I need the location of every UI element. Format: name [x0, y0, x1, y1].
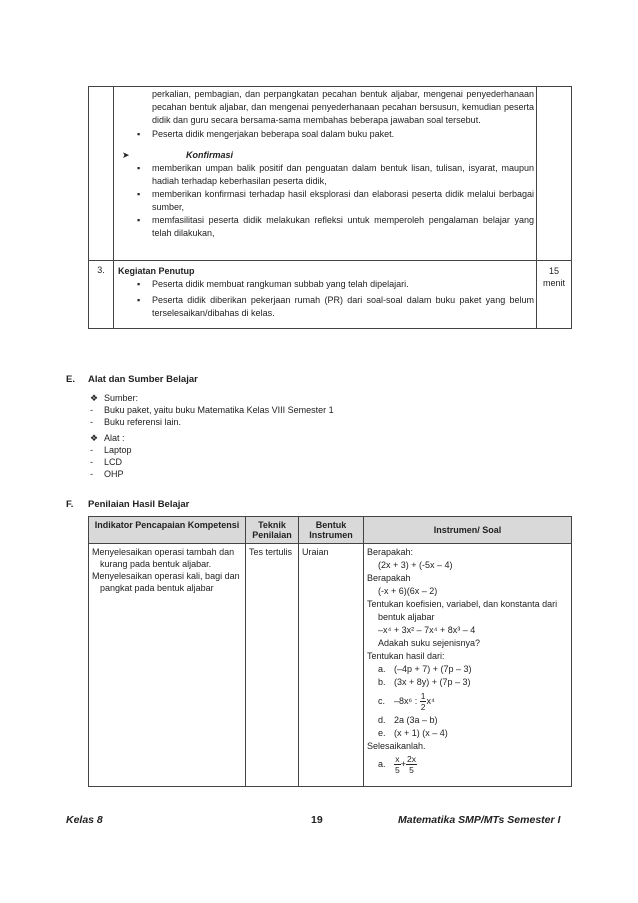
soal-cell [364, 544, 572, 787]
list-item: ▪ memberikan konfirmasi terhadap hasil eksplorasi dan elaborasi peserta didik melalui berbagai sumber, [152, 188, 534, 214]
question-item: a. $\frac{x}{5}$ + $\frac{2x}{5}$ [378, 754, 416, 775]
time-unit: menit [542, 278, 565, 288]
question-expression: (2x + 3) + (-5x – 4) [378, 560, 453, 570]
question-item: b. (3x + 8y) + (7p – 3) [378, 677, 471, 687]
question-expression: –x⁴ + 3x² – 7x⁴ + 8x³ – 4 [378, 625, 476, 635]
time-value: 15 [548, 266, 559, 276]
list-item: Laptop [104, 445, 132, 455]
question-expression: (-x + 6)(6x – 2) [378, 586, 438, 596]
column-header: Bentuk Instrumen [299, 517, 364, 544]
diamond-bullet-icon: ❖ [90, 393, 99, 403]
question-label: Tentukan koefisien, variabel, dan konstanta dari bentuk aljabar [367, 599, 558, 622]
question-label: Berapakah [367, 573, 411, 583]
question-followup: Adakah suku sejenisnya? [378, 638, 481, 648]
activity-cell [114, 261, 537, 329]
section-e-content: ❖ Sumber: - Buku paket, yaitu buku Matematika Kelas VIII Semester 1 - Buku referensi lain. ❖ Alat : - Laptop - LCD - OHP [90, 393, 334, 479]
section-f-heading: F. Penilaian Hasil Belajar [66, 499, 190, 510]
indikator-text: Menyelesaikan operasi kali, bagi dan pangkat pada bentuk aljabar [92, 571, 240, 593]
bentuk-cell [299, 544, 364, 787]
column-header: Indikator Pencapaian Kompetensi [89, 517, 246, 544]
indikator-cell [89, 544, 246, 787]
list-item: LCD [104, 457, 123, 467]
continued-text: perkalian, pembagian, dan perpangkatan pecahan bentuk aljabar, mengenai penyederhanaan pecahan bentuk aljabar, dan mengenai penyederhanaan pecahan bersusun, kemudian peserta didik dan guru secara bersama-sama membahas beberapa jawaban soal tersebut. [152, 89, 534, 125]
fraction: $\frac{x}{5}$ [395, 754, 400, 775]
list-item: ▪ Peserta didik membuat rangkuman subbab yang telah dipelajari. [152, 278, 534, 291]
list-item: ▪ Peserta didik mengerjakan beberapa soal dalam buku paket. [152, 128, 534, 141]
indikator-text: Menyelesaikan operasi tambah dan kurang pada bentuk aljabar. [92, 547, 235, 569]
list-item: Buku referensi lain. [104, 417, 182, 427]
bullet-list [118, 128, 534, 141]
question-item: c. –8x⁶ : $\frac{1}{2}$ x⁴ [378, 691, 435, 712]
sumber-label: Sumber: [104, 393, 139, 403]
list-item: ▪ memberikan umpan balik positif dan penguatan dalam bentuk lisan, tulisan, isyarat, maupun hadiah terhadap keberhasilan peserta didik, [152, 162, 534, 188]
kegiatan-title: Kegiatan Penutup [118, 266, 195, 276]
time-cell [537, 87, 572, 261]
row-number: 3. [89, 261, 114, 329]
table-header-row [89, 517, 572, 544]
bullet-list [118, 278, 534, 320]
time-cell [537, 261, 572, 329]
table-row [89, 87, 572, 261]
konfirmasi-list [118, 162, 534, 240]
alat-label: Alat : [104, 433, 125, 443]
assessment-table [88, 516, 572, 787]
fraction: $\frac{2x}{5}$ [407, 754, 416, 775]
activity-table [88, 86, 572, 329]
teknik-text: Tes tertulis [249, 547, 293, 557]
arrow-bullet-icon: ➤ [122, 150, 130, 160]
section-e-heading: E. Alat dan Sumber Belajar [66, 374, 198, 385]
fraction: $\frac{1}{2}$ [420, 691, 426, 712]
footer-right: Matematika SMP/MTs Semester I [398, 814, 561, 826]
question-label: Selesaikanlah. [367, 741, 426, 751]
footer-left: Kelas 8 [66, 814, 103, 826]
list-item: ▪ Peserta didik diberikan pekerjaan rumah (PR) dari soal-soal dalam buku paket yang belum terselesaikan/dibahas di kelas. [152, 294, 534, 320]
teknik-cell [246, 544, 299, 787]
konfirmasi-heading: ➤ Konfirmasi [122, 150, 234, 160]
column-header: Instrumen/ Soal [364, 517, 572, 544]
question-label: Berapakah: [367, 547, 414, 557]
bentuk-text: Uraian [302, 547, 329, 557]
question-item: e. (x + 1) (x – 4) [378, 728, 448, 738]
list-item: OHP [104, 469, 124, 479]
question-item: a. (–4p + 7) + (7p – 3) [378, 664, 472, 674]
list-item: ▪ memfasilitasi peserta didik melakukan refleksi untuk memperoleh pengalaman belajar yang telah dilakukan, [152, 214, 534, 240]
activity-cell [114, 87, 537, 261]
table-row [89, 544, 572, 787]
column-header: Teknik Penilaian [246, 517, 299, 544]
list-item: Buku paket, yaitu buku Matematika Kelas VIII Semester 1 [104, 405, 334, 415]
diamond-bullet-icon: ❖ [90, 433, 99, 443]
row-number-cell [89, 87, 114, 261]
question-label: Tentukan hasil dari: [367, 651, 445, 661]
question-item: d. 2a (3a – b) [378, 715, 438, 725]
table-row [89, 261, 572, 329]
page-number: 19 [311, 814, 323, 826]
